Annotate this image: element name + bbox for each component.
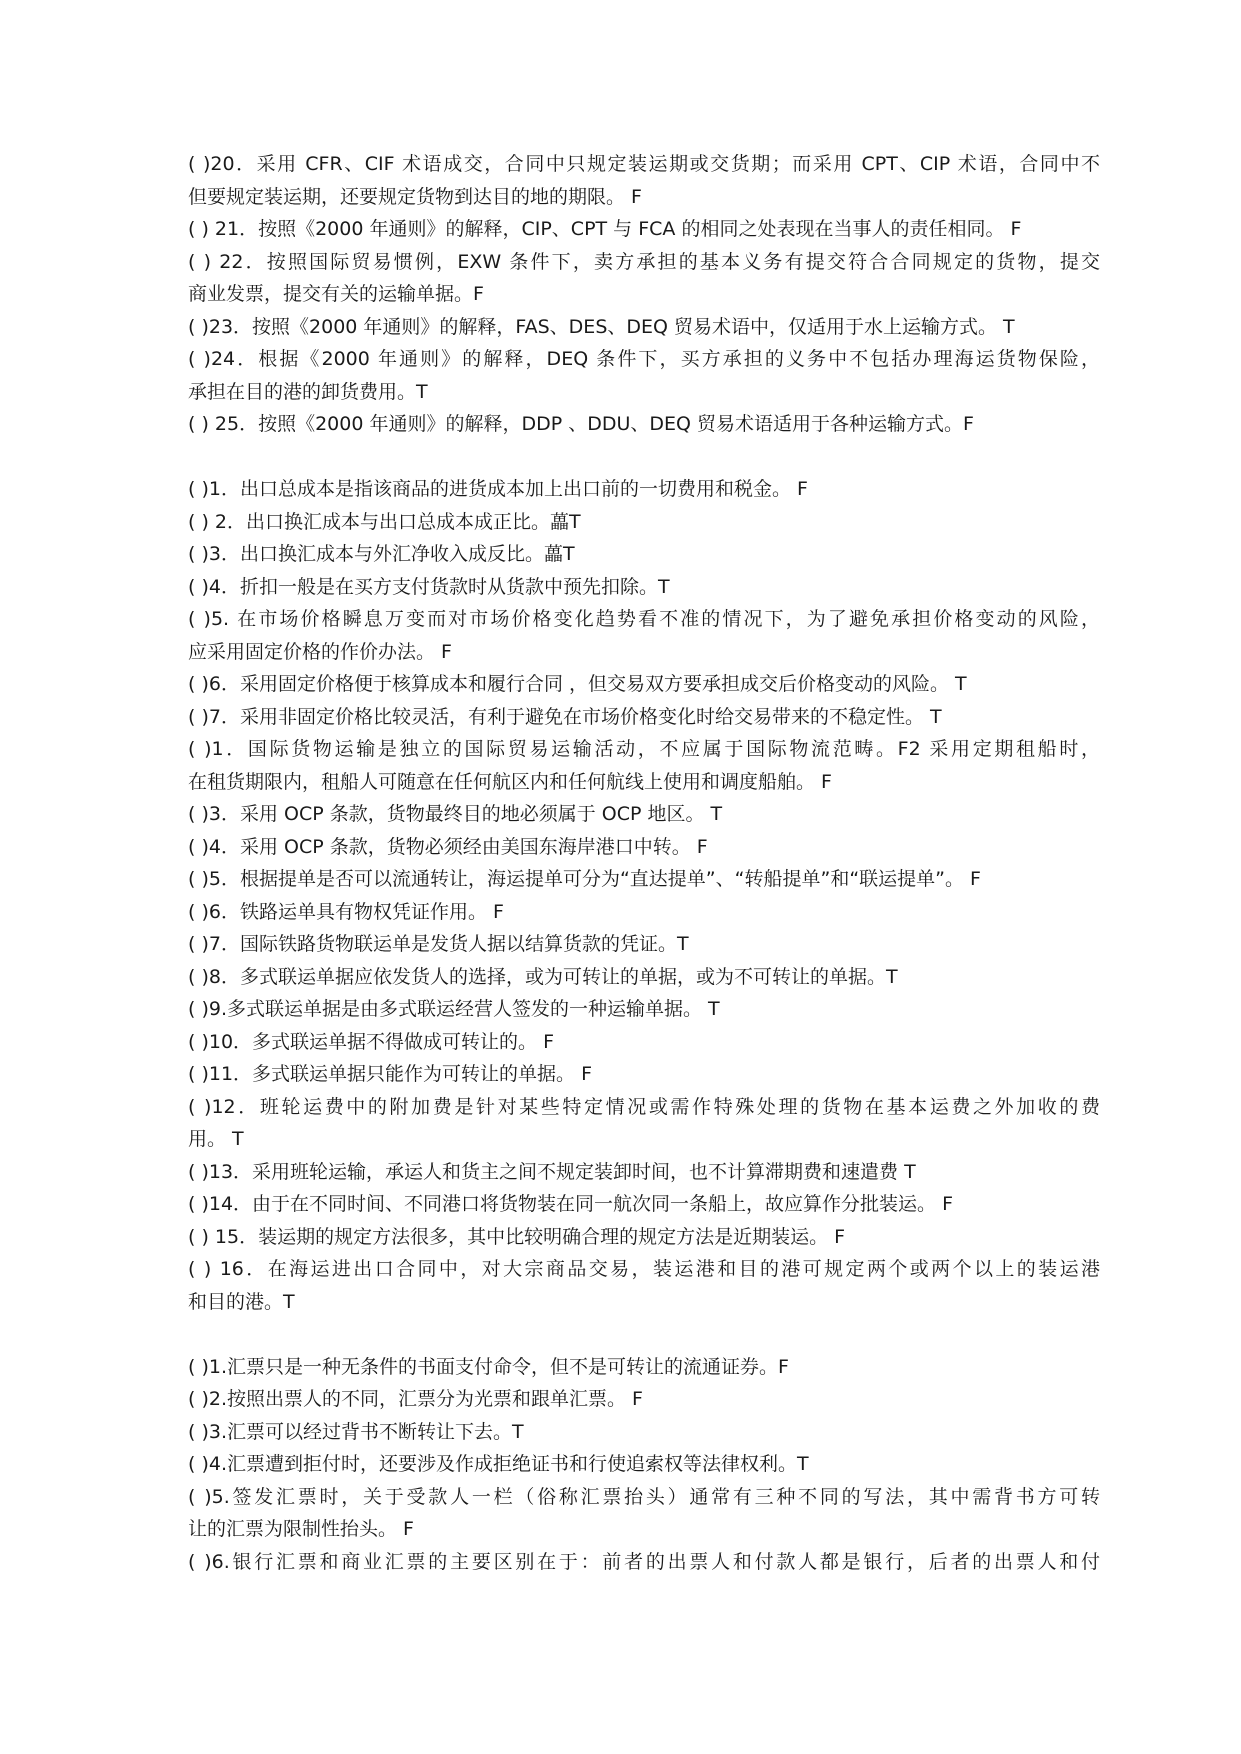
text-line: ( )6．铁路运单具有物权凭证作用。 F [188, 900, 504, 923]
section-gap [188, 441, 1100, 474]
text-line: 承担在目的港的卸货费用。T [188, 380, 428, 403]
text-line: ( )4.汇票遭到拒付时，还要涉及作成拒绝证书和行使追索权等法律权利。T [188, 1453, 809, 1475]
text-line: 商业发票，提交有关的运输单据。F [188, 283, 484, 305]
text-line: ( )13．采用班轮运输，承运人和货主之间不规定装卸时间，也不计算滞期费和速遣费 T [188, 1160, 916, 1183]
text-line: ( )4．采用 OCP 条款，货物必须经由美国东海岸港口中转。 F [188, 835, 708, 858]
text-line: ( )1．出口总成本是指该商品的进货成本加上出口前的一切费用和税金。 F [188, 478, 808, 500]
text-line: ( )1．国际货物运输是独立的国际贸易运输活动，不应属于国际物流范畴。F2 采用定期租船时， [188, 738, 1100, 760]
section-gap [188, 1318, 1100, 1351]
text-line: ( )11．多式联运单据只能作为可转让的单据。 F [188, 1063, 593, 1085]
text-line: 用。 T [188, 1128, 244, 1150]
text-line: 和目的港。T [188, 1290, 295, 1313]
document-page [188, 148, 1100, 1578]
text-line: ( )1.汇票只是一种无条件的书面支付命令，但不是可转让的流通证券。F [188, 1355, 789, 1378]
text-line: ( )6.银行汇票和商业汇票的主要区别在于：前者的出票人和付款人都是银行，后者的出票人和付 [188, 1550, 1100, 1573]
text-line: ( )3.汇票可以经过背书不断转让下去。T [188, 1420, 524, 1443]
section-trade-terms [188, 148, 1100, 441]
text-line: 在租货期限内，租船人可随意在任何航区内和任何航线上使用和调度船舶。 F [188, 770, 832, 793]
text-line: ( )24．根据《2000 年通则》的解释，DEQ 条件下，买方承担的义务中不包括办理海运货物保险， [188, 348, 1100, 370]
text-line: ( )6．采用固定价格便于核算成本和履行合同 ，但交易双方要承担成交后价格变动的风险。 T [188, 673, 967, 695]
text-line: ( )3．采用 OCP 条款，货物最终目的地必须属于 OCP 地区。 T [188, 803, 723, 825]
text-line: ( )5．根据提单是否可以流通转让，海运提单可分为“直达提单”、“转船提单”和“联运提单”。 F [188, 868, 981, 890]
text-line: ( ) 25．按照《2000 年通则》的解释，DDP 、DDU、DEQ 贸易术语适用于各种运输方式。F [188, 413, 974, 435]
text-line: 应采用固定价格的作价办法。 F [188, 640, 452, 663]
text-line: ( )5.签发汇票时，关于受款人一栏（俗称汇票抬头）通常有三种不同的写法，其中需背书方可转 [188, 1485, 1100, 1508]
text-line: ( )5. 在市场价格瞬息万变而对市场价格变化趋势看不准的情况下，为了避免承担价格变动的风险， [188, 608, 1100, 630]
text-line: ( )4．折扣一般是在买方支付货款时从货款中预先扣除。T [188, 575, 670, 598]
text-line: ( )14．由于在不同时间、不同港口将货物装在同一航次同一条船上，故应算作分批装运。 F [188, 1193, 954, 1215]
text-line: ( )23．按照《2000 年通则》的解释，FAS、DES、DEQ 贸易术语中，仅适用于水上运输方式。 T [188, 315, 1015, 338]
text-line: ( ) 16．在海运进出口合同中，对大宗商品交易，装运港和目的港可规定两个或两个以上的装运港 [188, 1258, 1100, 1280]
text-line: ( ) 2．出口换汇成本与出口总成本成正比。藟T [188, 510, 581, 533]
text-line: ( )12．班轮运费中的附加费是针对某些特定情况或需作特殊处理的货物在基本运费之外加收的费 [188, 1095, 1100, 1118]
text-line: ( )7．采用非固定价格比较灵活，有利于避免在市场价格变化时给交易带来的不稳定性。 T [188, 705, 942, 728]
section-bills-of-exchange [188, 1351, 1100, 1579]
text-line: ( )20．采用 CFR、CIF 术语成交，合同中只规定装运期或交货期；而采用 CPT、CIP 术语，合同中不 [188, 153, 1100, 175]
text-line: ( )9.多式联运单据是由多式联运经营人签发的一种运输单据。 T [188, 998, 720, 1020]
text-line: ( )7．国际铁路货物联运单是发货人据以结算货款的凭证。T [188, 933, 689, 955]
text-line: ( )3．出口换汇成本与外汇净收入成反比。藟T [188, 543, 575, 565]
text-line: 但要规定装运期，还要规定货物到达目的地的期限。 F [188, 185, 642, 208]
text-line: ( ) 15．装运期的规定方法很多，其中比较明确合理的规定方法是近期装运。 F [188, 1225, 846, 1248]
text-line: ( ) 22．按照国际贸易惯例，EXW 条件下，卖方承担的基本义务有提交符合合同规定的货物，提交 [188, 250, 1100, 273]
text-line: ( )8．多式联运单据应依发货人的选择，或为可转让的单据，或为不可转让的单据。T [188, 965, 898, 988]
text-line: ( ) 21．按照《2000 年通则》的解释，CIP、CPT 与 FCA 的相同之处表现在当事人的责任相同。 F [188, 218, 1022, 240]
text-line: ( )10．多式联运单据不得做成可转让的。 F [188, 1030, 555, 1053]
text-line: 让的汇票为限制性抬头。 F [188, 1518, 414, 1540]
text-line: ( )2.按照出票人的不同，汇票分为光票和跟单汇票。 F [188, 1388, 643, 1410]
section-price-and-transport [188, 473, 1100, 1318]
